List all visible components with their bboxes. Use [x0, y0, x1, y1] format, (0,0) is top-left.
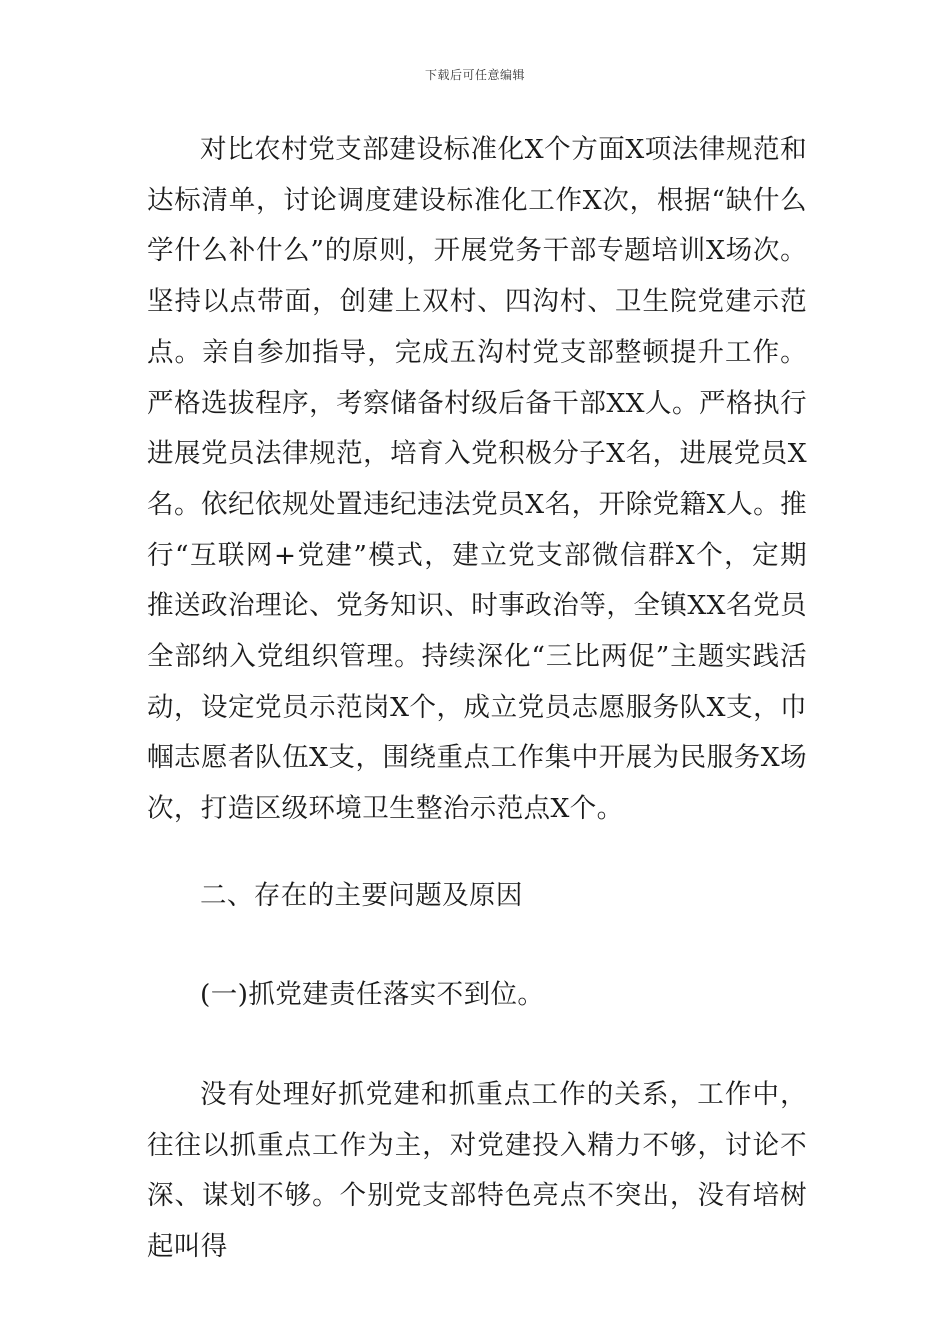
subsection-heading: (一)抓党建责任落实不到位。 [200, 979, 545, 1010]
body-paragraph-2: 没有处理好抓党建和抓重点工作的关系，工作中，往往以抓重点工作为主，对党建投入精力不够，讨论不深、谋划不够。个别党支部特色亮点不突出，没有培树起叫得 [147, 1079, 807, 1263]
section-heading: 二、存在的主要问题及原因 [200, 880, 523, 911]
body-paragraph-1: 对比农村党支部建设标准化X个方面X项法律规范和达标清单，讨论调度建设标准化工作X次，根据“缺什么学什么补什么”的原则，开展党务干部专题培训X场次。坚持以点带面，创建上双村、四沟村、卫生院党建示范点。亲自参加指导，完成五沟村党支部整顿提升工作。严格选拔程序，考察储备村级后备干部XX人。严格执行进展党员法律规范，培育入党积极分子X名，进展党员X名。依纪依规处置违纪违法党员X名，开除党籍X人。推行“互联网+党建”模式，建立党支部微信群X个，定期推送政治理论、党务知识、时事政治等，全镇XX名党员全部纳入党组织管理。持续深化“三比两促”主题实践活动，设定党员示范岗X个，成立党员志愿服务队X支，巾帼志愿者队伍X支，围绕重点工作集中开展为民服务X场次，打造区级环境卫生整治示范点X个。 [147, 134, 807, 825]
header-note: 下载后可任意编辑 [424, 68, 525, 82]
